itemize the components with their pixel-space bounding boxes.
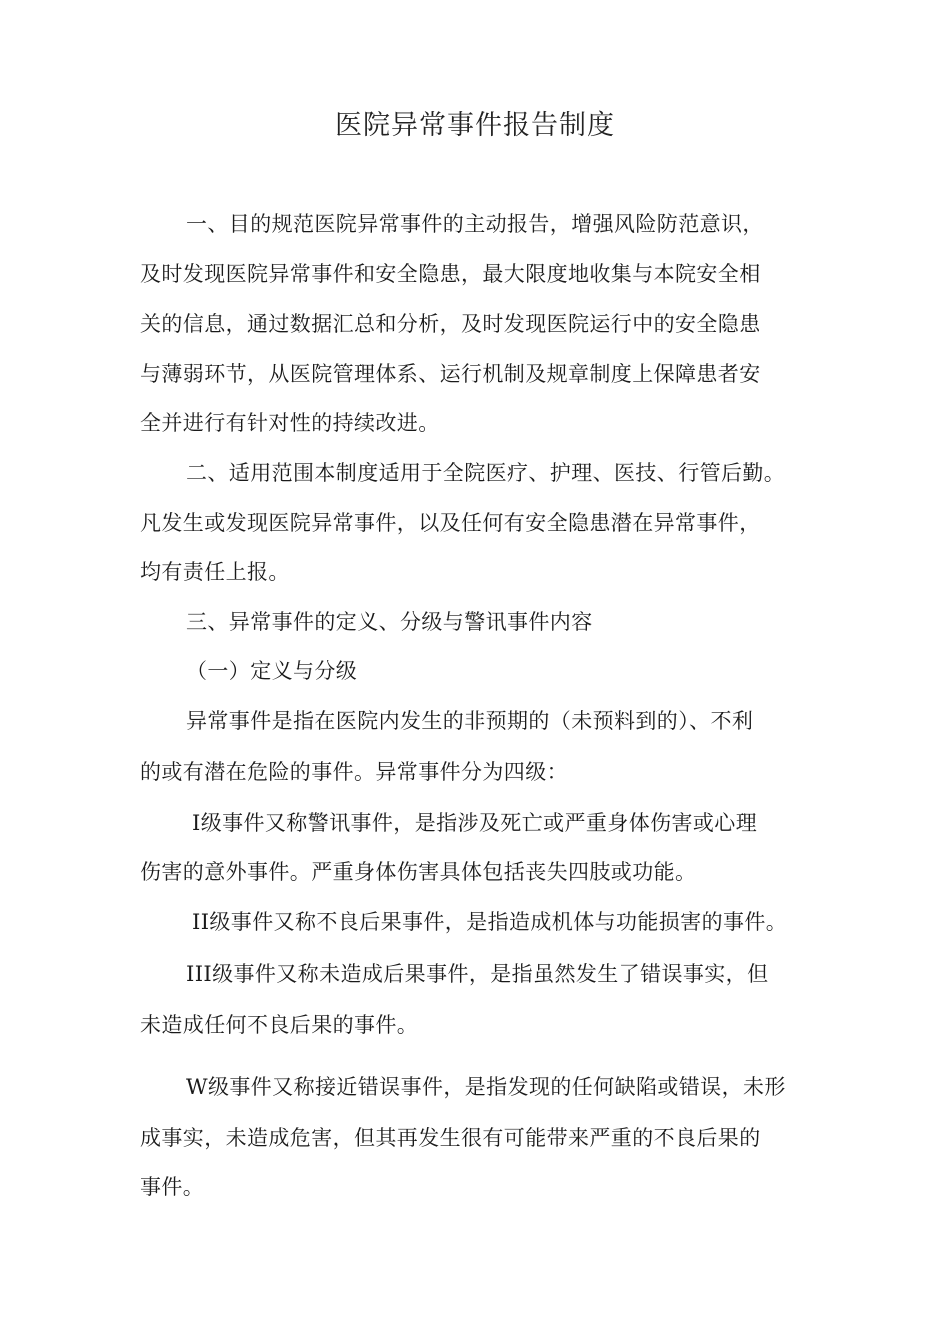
paragraph-line: 凡发生或发现医院异常事件，以及任何有安全隐患潜在异常事件， xyxy=(140,511,761,535)
paragraph-line: 事件。 xyxy=(140,1175,205,1199)
paragraph-line: 及时发现医院异常事件和安全隐患，最大限度地收集与本院安全相 xyxy=(140,262,761,286)
paragraph-line: W级事件又称接近错误事件，是指发现的任何缺陷或错误，未形 xyxy=(186,1075,786,1099)
section-heading: 三、异常事件的定义、分级与警讯事件内容 xyxy=(186,610,593,634)
document-title: 医院异常事件报告制度 xyxy=(335,110,615,141)
paragraph-line: 未造成任何不良后果的事件。 xyxy=(140,1013,419,1037)
paragraph-line: 关的信息，通过数据汇总和分析，及时发现医院运行中的安全隐患 xyxy=(140,312,761,336)
paragraph-line: 的或有潜在危险的事件。异常事件分为四级： xyxy=(140,760,568,784)
paragraph-line: I级事件又称警讯事件，是指涉及死亡或严重身体伤害或心理 xyxy=(192,811,758,835)
paragraph-line: 异常事件是指在医院内发生的非预期的（未预料到的）、不利 xyxy=(186,709,754,733)
paragraph-line: 伤害的意外事件。严重身体伤害具体包括丧失四肢或功能。 xyxy=(140,860,697,884)
paragraph-line: 均有责任上报。 xyxy=(140,560,290,584)
paragraph-line: III级事件又称未造成后果事件，是指虽然发生了错误事实，但 xyxy=(186,962,769,986)
paragraph-line: 一、目的规范医院异常事件的主动报告，增强风险防范意识， xyxy=(186,212,764,236)
paragraph-line: II级事件又称不良后果事件，是指造成机体与功能损害的事件。 xyxy=(192,910,788,934)
paragraph-line: 全并进行有针对性的持续改进。 xyxy=(140,411,440,435)
paragraph-line: 成事实，未造成危害，但其再发生很有可能带来严重的不良后果的 xyxy=(140,1126,761,1150)
subsection-heading: （一）定义与分级 xyxy=(186,659,358,683)
paragraph-line: 二、适用范围本制度适用于全院医疗、护理、医技、行管后勤。 xyxy=(186,461,786,485)
paragraph-line: 与薄弱环节，从医院管理体系、运行机制及规章制度上保障患者安 xyxy=(140,362,761,386)
